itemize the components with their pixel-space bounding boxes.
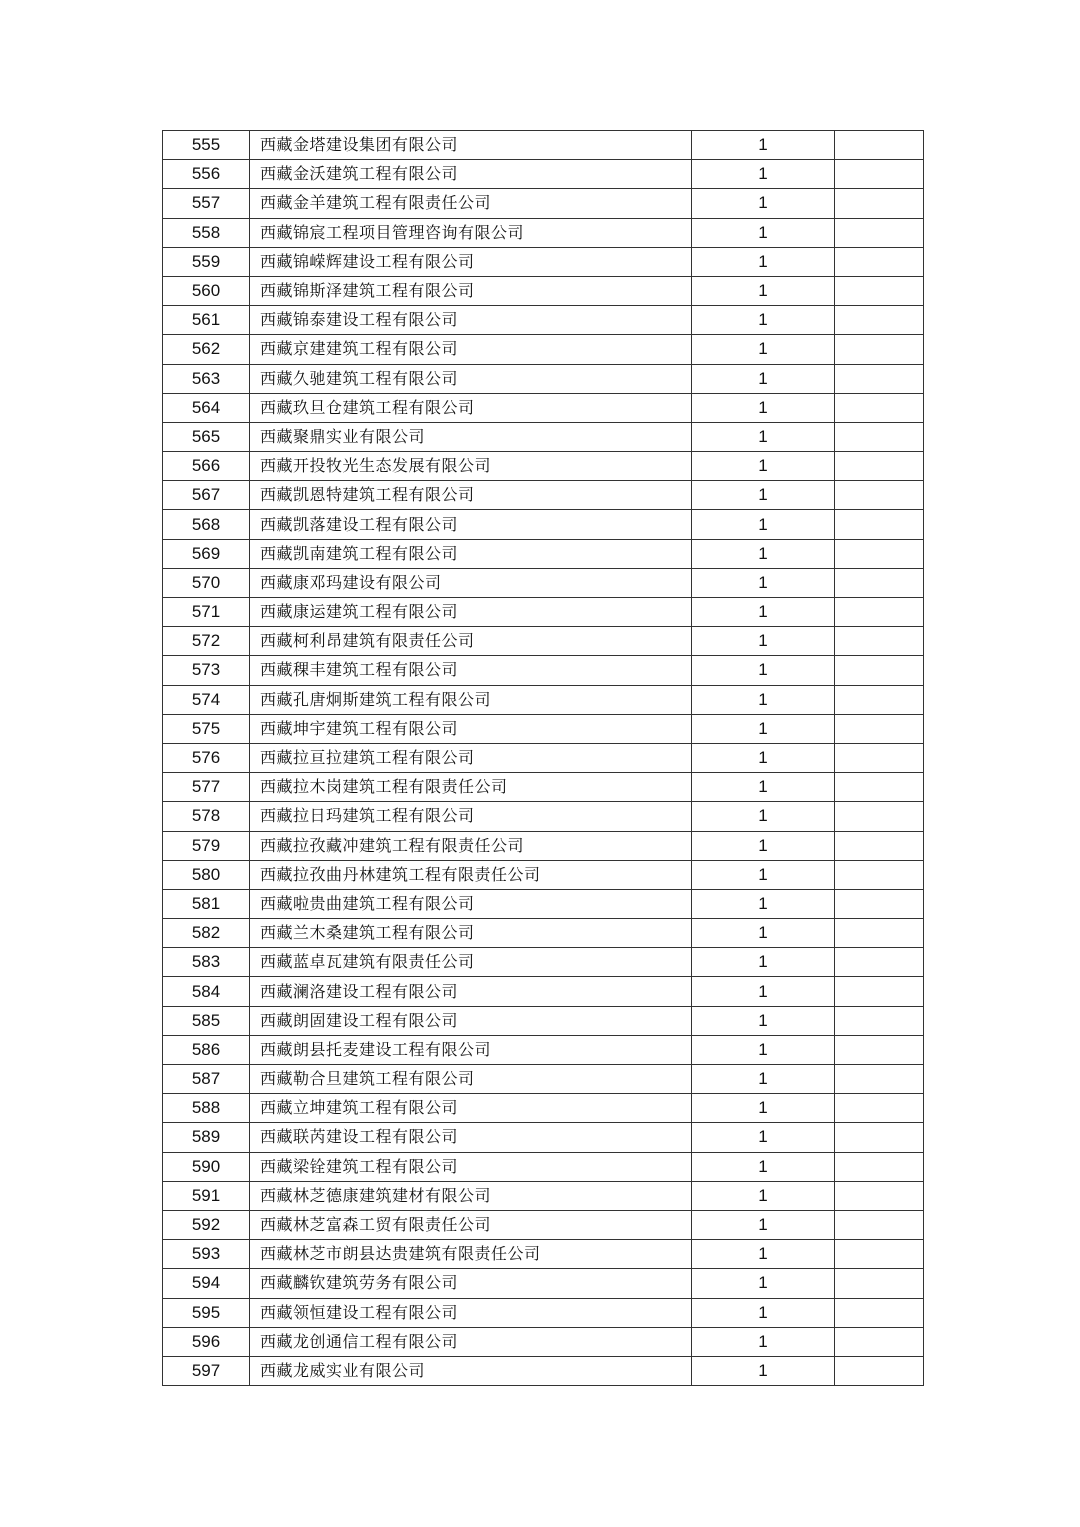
count-cell: 1	[692, 452, 835, 481]
table-row	[163, 276, 924, 305]
row-number-cell: 583	[163, 948, 250, 977]
remark-cell	[835, 568, 924, 597]
company-name-cell: 西藏锦嵘辉建设工程有限公司	[250, 247, 692, 276]
company-name-cell: 西藏麟钦建筑劳务有限公司	[250, 1269, 692, 1298]
table-row	[163, 1065, 924, 1094]
count-cell: 1	[692, 1298, 835, 1327]
count-cell: 1	[692, 802, 835, 831]
table-row	[163, 714, 924, 743]
remark-cell	[835, 335, 924, 364]
company-name-cell: 西藏龙创通信工程有限公司	[250, 1327, 692, 1356]
company-name-cell: 西藏锦斯泽建筑工程有限公司	[250, 276, 692, 305]
remark-cell	[835, 743, 924, 772]
row-number-cell: 576	[163, 743, 250, 772]
row-number-cell: 578	[163, 802, 250, 831]
company-name-cell: 西藏凯南建筑工程有限公司	[250, 539, 692, 568]
company-name-cell: 西藏兰木桑建筑工程有限公司	[250, 919, 692, 948]
count-cell: 1	[692, 1210, 835, 1239]
row-number-cell: 589	[163, 1123, 250, 1152]
company-name-cell: 西藏久驰建筑工程有限公司	[250, 364, 692, 393]
table-row	[163, 1356, 924, 1385]
table-row	[163, 481, 924, 510]
table-row	[163, 1035, 924, 1064]
count-cell: 1	[692, 1006, 835, 1035]
remark-cell	[835, 189, 924, 218]
table-row	[163, 510, 924, 539]
table-row	[163, 247, 924, 276]
table-row	[163, 802, 924, 831]
company-name-cell: 西藏澜洛建设工程有限公司	[250, 977, 692, 1006]
table-row	[163, 1006, 924, 1035]
count-cell: 1	[692, 218, 835, 247]
count-cell: 1	[692, 977, 835, 1006]
company-name-cell: 西藏龙威实业有限公司	[250, 1356, 692, 1385]
table-row	[163, 131, 924, 160]
table-row	[163, 1152, 924, 1181]
count-cell: 1	[692, 860, 835, 889]
count-cell: 1	[692, 131, 835, 160]
table-row	[163, 568, 924, 597]
remark-cell	[835, 1356, 924, 1385]
count-cell: 1	[692, 306, 835, 335]
table-row	[163, 539, 924, 568]
count-cell: 1	[692, 714, 835, 743]
count-cell: 1	[692, 773, 835, 802]
remark-cell	[835, 1065, 924, 1094]
table-row	[163, 656, 924, 685]
remark-cell	[835, 1269, 924, 1298]
company-name-cell: 西藏立坤建筑工程有限公司	[250, 1094, 692, 1123]
table-row	[163, 1269, 924, 1298]
remark-cell	[835, 1035, 924, 1064]
row-number-cell: 584	[163, 977, 250, 1006]
count-cell: 1	[692, 1065, 835, 1094]
company-name-cell: 西藏锦泰建设工程有限公司	[250, 306, 692, 335]
count-cell: 1	[692, 1240, 835, 1269]
table-row	[163, 977, 924, 1006]
row-number-cell: 560	[163, 276, 250, 305]
count-cell: 1	[692, 831, 835, 860]
remark-cell	[835, 452, 924, 481]
row-number-cell: 563	[163, 364, 250, 393]
company-name-cell: 西藏康运建筑工程有限公司	[250, 598, 692, 627]
count-cell: 1	[692, 919, 835, 948]
row-number-cell: 596	[163, 1327, 250, 1356]
table-row	[163, 393, 924, 422]
table-row	[163, 685, 924, 714]
remark-cell	[835, 422, 924, 451]
company-name-cell: 西藏坤宇建筑工程有限公司	[250, 714, 692, 743]
count-cell: 1	[692, 656, 835, 685]
count-cell: 1	[692, 1327, 835, 1356]
company-name-cell: 西藏朗固建设工程有限公司	[250, 1006, 692, 1035]
row-number-cell: 597	[163, 1356, 250, 1385]
table-row	[163, 189, 924, 218]
company-name-cell: 西藏林芝市朗县达贵建筑有限责任公司	[250, 1240, 692, 1269]
company-name-cell: 西藏梁铨建筑工程有限公司	[250, 1152, 692, 1181]
row-number-cell: 570	[163, 568, 250, 597]
row-number-cell: 558	[163, 218, 250, 247]
table-row	[163, 1181, 924, 1210]
remark-cell	[835, 948, 924, 977]
count-cell: 1	[692, 539, 835, 568]
row-number-cell: 591	[163, 1181, 250, 1210]
count-cell: 1	[692, 1356, 835, 1385]
row-number-cell: 593	[163, 1240, 250, 1269]
company-name-cell: 西藏林芝富森工贸有限责任公司	[250, 1210, 692, 1239]
count-cell: 1	[692, 1269, 835, 1298]
company-name-cell: 西藏玖旦仓建筑工程有限公司	[250, 393, 692, 422]
row-number-cell: 587	[163, 1065, 250, 1094]
company-name-cell: 西藏聚鼎实业有限公司	[250, 422, 692, 451]
table-row	[163, 422, 924, 451]
remark-cell	[835, 889, 924, 918]
count-cell: 1	[692, 948, 835, 977]
row-number-cell: 590	[163, 1152, 250, 1181]
count-cell: 1	[692, 247, 835, 276]
remark-cell	[835, 977, 924, 1006]
row-number-cell: 556	[163, 160, 250, 189]
row-number-cell: 559	[163, 247, 250, 276]
row-number-cell: 580	[163, 860, 250, 889]
company-name-cell: 西藏锦宸工程项目管理咨询有限公司	[250, 218, 692, 247]
company-name-cell: 西藏拉木岗建筑工程有限责任公司	[250, 773, 692, 802]
row-number-cell: 575	[163, 714, 250, 743]
company-list-body	[163, 131, 924, 1386]
count-cell: 1	[692, 481, 835, 510]
row-number-cell: 565	[163, 422, 250, 451]
table-row	[163, 919, 924, 948]
row-number-cell: 564	[163, 393, 250, 422]
count-cell: 1	[692, 1123, 835, 1152]
count-cell: 1	[692, 1181, 835, 1210]
company-name-cell: 西藏拉孜藏冲建筑工程有限责任公司	[250, 831, 692, 860]
company-name-cell: 西藏勒合旦建筑工程有限公司	[250, 1065, 692, 1094]
remark-cell	[835, 510, 924, 539]
row-number-cell: 581	[163, 889, 250, 918]
row-number-cell: 573	[163, 656, 250, 685]
count-cell: 1	[692, 627, 835, 656]
row-number-cell: 555	[163, 131, 250, 160]
row-number-cell: 571	[163, 598, 250, 627]
company-name-cell: 西藏朗县托麦建设工程有限公司	[250, 1035, 692, 1064]
remark-cell	[835, 276, 924, 305]
count-cell: 1	[692, 189, 835, 218]
count-cell: 1	[692, 1094, 835, 1123]
count-cell: 1	[692, 1152, 835, 1181]
remark-cell	[835, 539, 924, 568]
count-cell: 1	[692, 685, 835, 714]
remark-cell	[835, 627, 924, 656]
company-name-cell: 西藏领恒建设工程有限公司	[250, 1298, 692, 1327]
count-cell: 1	[692, 160, 835, 189]
company-name-cell: 西藏凯恩特建筑工程有限公司	[250, 481, 692, 510]
remark-cell	[835, 364, 924, 393]
company-name-cell: 西藏柯利昂建筑有限责任公司	[250, 627, 692, 656]
table-row	[163, 773, 924, 802]
count-cell: 1	[692, 889, 835, 918]
row-number-cell: 562	[163, 335, 250, 364]
table-row	[163, 452, 924, 481]
remark-cell	[835, 773, 924, 802]
company-name-cell: 西藏林芝德康建筑建材有限公司	[250, 1181, 692, 1210]
row-number-cell: 592	[163, 1210, 250, 1239]
remark-cell	[835, 714, 924, 743]
company-name-cell: 西藏孔唐炯斯建筑工程有限公司	[250, 685, 692, 714]
row-number-cell: 561	[163, 306, 250, 335]
row-number-cell: 577	[163, 773, 250, 802]
remark-cell	[835, 1210, 924, 1239]
company-name-cell: 西藏凯落建设工程有限公司	[250, 510, 692, 539]
remark-cell	[835, 656, 924, 685]
remark-cell	[835, 1152, 924, 1181]
remark-cell	[835, 481, 924, 510]
remark-cell	[835, 1094, 924, 1123]
table-row	[163, 1210, 924, 1239]
row-number-cell: 574	[163, 685, 250, 714]
table-row	[163, 1298, 924, 1327]
remark-cell	[835, 218, 924, 247]
count-cell: 1	[692, 422, 835, 451]
company-name-cell: 西藏金塔建设集团有限公司	[250, 131, 692, 160]
remark-cell	[835, 860, 924, 889]
remark-cell	[835, 393, 924, 422]
table-row	[163, 1123, 924, 1152]
row-number-cell: 582	[163, 919, 250, 948]
remark-cell	[835, 831, 924, 860]
remark-cell	[835, 247, 924, 276]
table-row	[163, 335, 924, 364]
remark-cell	[835, 1240, 924, 1269]
row-number-cell: 566	[163, 452, 250, 481]
table-row	[163, 627, 924, 656]
remark-cell	[835, 598, 924, 627]
count-cell: 1	[692, 276, 835, 305]
row-number-cell: 594	[163, 1269, 250, 1298]
count-cell: 1	[692, 1035, 835, 1064]
count-cell: 1	[692, 568, 835, 597]
row-number-cell: 586	[163, 1035, 250, 1064]
company-list-table	[162, 130, 924, 1386]
row-number-cell: 569	[163, 539, 250, 568]
count-cell: 1	[692, 598, 835, 627]
table-row	[163, 598, 924, 627]
count-cell: 1	[692, 743, 835, 772]
table-row	[163, 1327, 924, 1356]
remark-cell	[835, 1181, 924, 1210]
company-name-cell: 西藏蓝卓瓦建筑有限责任公司	[250, 948, 692, 977]
company-name-cell: 西藏拉日玛建筑工程有限公司	[250, 802, 692, 831]
remark-cell	[835, 160, 924, 189]
remark-cell	[835, 1327, 924, 1356]
count-cell: 1	[692, 335, 835, 364]
table-row	[163, 160, 924, 189]
row-number-cell: 579	[163, 831, 250, 860]
row-number-cell: 557	[163, 189, 250, 218]
table-row	[163, 860, 924, 889]
remark-cell	[835, 802, 924, 831]
company-name-cell: 西藏康邓玛建设有限公司	[250, 568, 692, 597]
company-name-cell: 西藏开投牧光生态发展有限公司	[250, 452, 692, 481]
row-number-cell: 588	[163, 1094, 250, 1123]
company-name-cell: 西藏稞丰建筑工程有限公司	[250, 656, 692, 685]
table-row	[163, 743, 924, 772]
table-row	[163, 306, 924, 335]
count-cell: 1	[692, 393, 835, 422]
row-number-cell: 585	[163, 1006, 250, 1035]
row-number-cell: 568	[163, 510, 250, 539]
table-row	[163, 218, 924, 247]
table-row	[163, 364, 924, 393]
row-number-cell: 572	[163, 627, 250, 656]
company-name-cell: 西藏京建建筑工程有限公司	[250, 335, 692, 364]
remark-cell	[835, 306, 924, 335]
company-name-cell: 西藏拉亘拉建筑工程有限公司	[250, 743, 692, 772]
table-row	[163, 831, 924, 860]
table-row	[163, 1240, 924, 1269]
company-name-cell: 西藏联芮建设工程有限公司	[250, 1123, 692, 1152]
row-number-cell: 595	[163, 1298, 250, 1327]
table-row	[163, 889, 924, 918]
company-name-cell: 西藏啦贵曲建筑工程有限公司	[250, 889, 692, 918]
remark-cell	[835, 1006, 924, 1035]
remark-cell	[835, 131, 924, 160]
table-row	[163, 1094, 924, 1123]
table-row	[163, 948, 924, 977]
company-name-cell: 西藏金沃建筑工程有限公司	[250, 160, 692, 189]
remark-cell	[835, 685, 924, 714]
remark-cell	[835, 1123, 924, 1152]
company-name-cell: 西藏拉孜曲丹林建筑工程有限责任公司	[250, 860, 692, 889]
company-name-cell: 西藏金羊建筑工程有限责任公司	[250, 189, 692, 218]
remark-cell	[835, 1298, 924, 1327]
count-cell: 1	[692, 364, 835, 393]
row-number-cell: 567	[163, 481, 250, 510]
remark-cell	[835, 919, 924, 948]
count-cell: 1	[692, 510, 835, 539]
